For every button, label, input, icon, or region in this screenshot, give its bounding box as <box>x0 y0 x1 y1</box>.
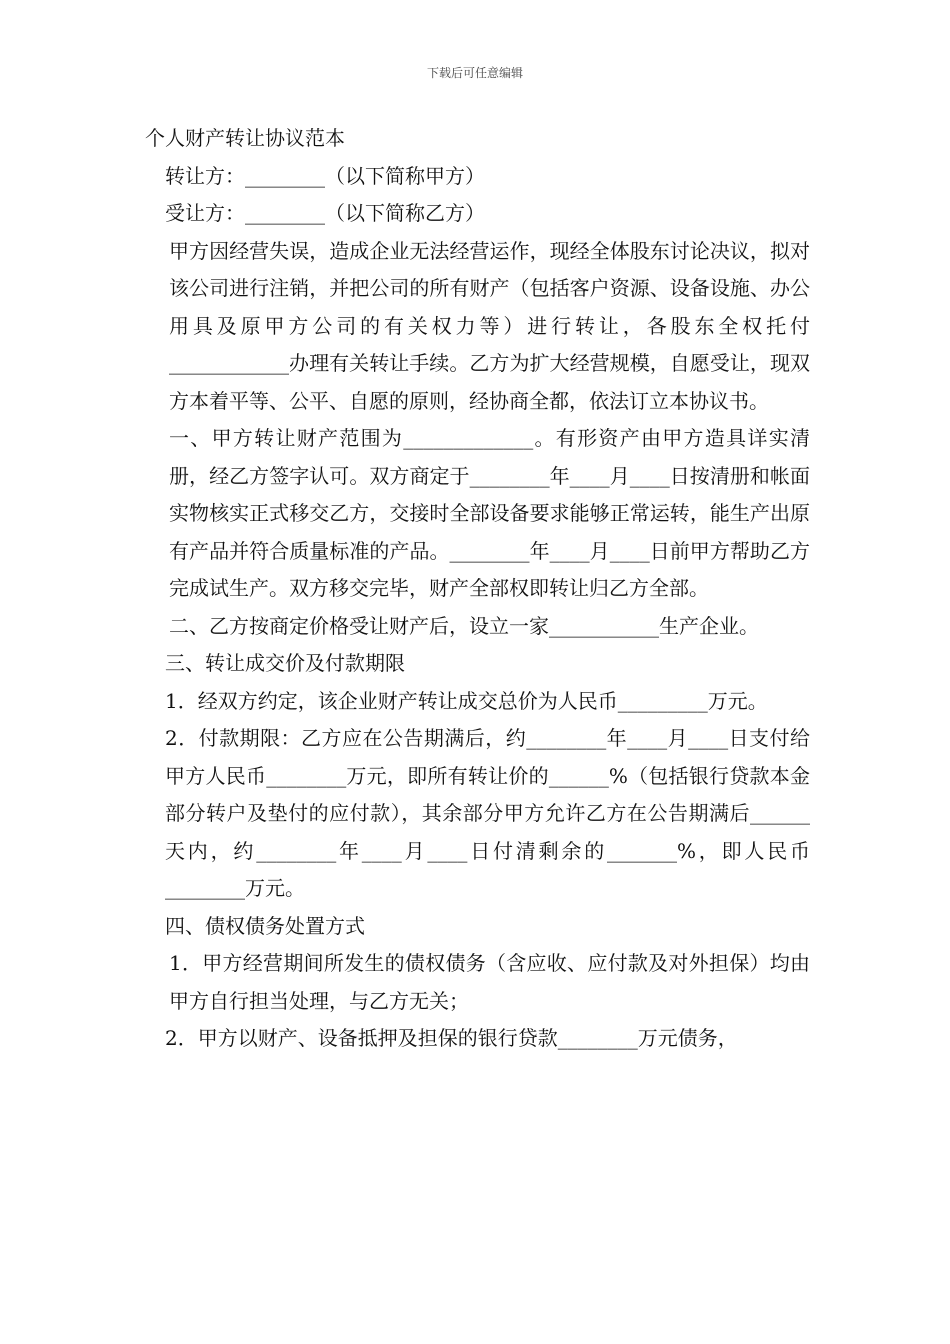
clause-2-paragraph: 二、乙方按商定价格受让财产后，设立一家___________生产企业。 <box>169 613 759 638</box>
clause-4-item-1: 1．甲方经营期间所发生的债权债务（含应收、应付款及对外担保）均由甲方自行担当处理，与乙方无关； <box>169 951 810 1013</box>
clause-4-item-2: 2．甲方以财产、设备抵押及担保的银行贷款________万元债务， <box>165 1026 738 1050</box>
clause-1-paragraph: 一、甲方转让财产范围为_____________。有形资产由甲方造具详实清册，经乙方签字认可。双方商定于________年____月____日按清册和帐面实物核实正式移交乙方，交接时全部设备要求能够正常运转，能生产出原有产品并符合质量标准的产品。________年____月____日前甲方帮助乙方完成试生产。双方移交完毕，财产全部权即转让归乙方全部。 <box>169 426 810 600</box>
clause-3-item-2: 2．付款期限：乙方应在公告期满后，约________年____月____日支付给甲方人民币________万元，即所有转让价的______%（包括银行贷款本金部分转户及垫付的应付款），其余部分甲方允许乙方在公告期满后______天内，约________年____月____日付清剩余的_______%，即人民币________万元。 <box>165 726 810 900</box>
document-body <box>145 120 810 1058</box>
document-title: 个人财产转让协议范本 <box>145 126 345 150</box>
transferee-line: 受让方：________（以下简称乙方） <box>165 201 485 225</box>
clause-3-heading: 三、转让成交价及付款期限 <box>165 651 405 675</box>
clause-3-item-1: 1．经双方约定，该企业财产转让成交总价为人民币_________万元。 <box>165 688 768 713</box>
clause-4-heading: 四、债权债务处置方式 <box>165 913 365 938</box>
transferor-line: 转让方：________（以下简称甲方） <box>165 163 485 188</box>
page-header-note: 下载后可任意编辑 <box>426 66 523 80</box>
preamble-paragraph: 甲方因经营失误，造成企业无法经营运作，现经全体股东讨论决议，拟对该公司进行注销，并把公司的所有财产（包括客户资源、设备设施、办公用具及原甲方公司的有关权力等）进行转让，各股东全权托付____________办理有关转让手续。乙方为扩大经营规模，自愿受让，现双方本着平等、公平、自愿的原则，经协商全都，依法订立本协议书。 <box>169 238 810 413</box>
